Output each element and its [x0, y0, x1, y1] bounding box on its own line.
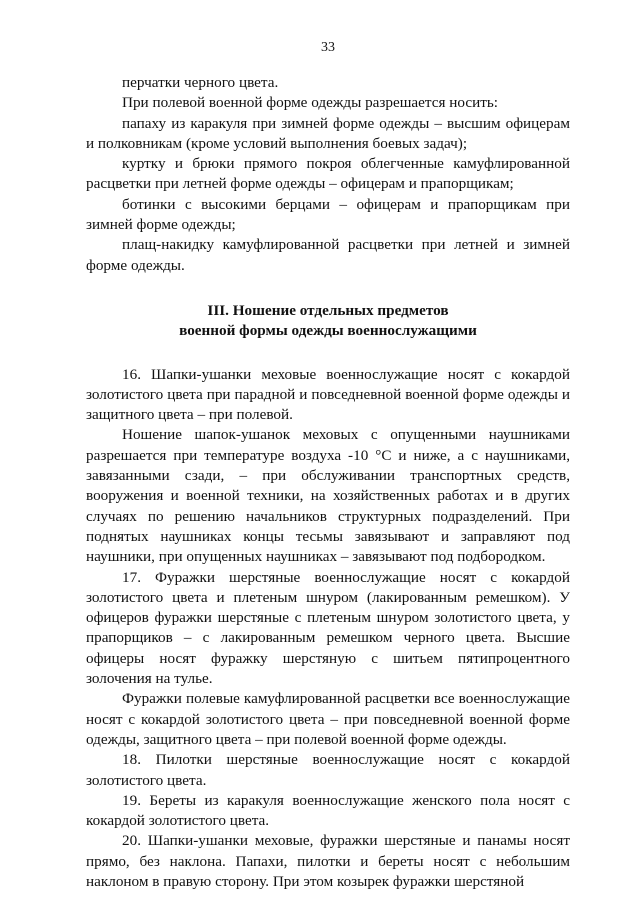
paragraph-jacket-trousers: куртку и брюки прямого покроя облегченные камуфлированной расцветки при летней форме одежды – офицерам и прапорщикам; — [86, 155, 570, 193]
paragraph-gloves: перчатки черного цвета. — [122, 74, 279, 91]
paragraph-item-20: 20. Шапки-ушанки меховые, фуражки шерстяные и панамы носят прямо, без наклона. Папахи, пилотки и береты носят с небольшим наклоном в правую сторону. При этом козырек фуражки шерстяной — [86, 832, 570, 890]
paragraph-boots: ботинки с высокими берцами – офицерам и прапорщикам при зимней форме одежды; — [86, 195, 570, 234]
paragraph-item-17: 17. Фуражки шерстяные военнослужащие носят с кокардой золотистого цвета и плетеным шнуром (лакированным ремешком). У офицеров фуражки шерстяные с плетеным шнуром золотистого цвета, у прапорщиков – с лакированным ремешком черного цвета. Высшие офицеры носят фуражку шерстяную с шитьем пятипроцентного золочения на тулье. — [86, 568, 570, 688]
paragraph-papakha: папаху из каракуля при зимней форме одежды – высшим офицерам и полковникам (кроме условий выполнения боевых задач); — [86, 114, 570, 152]
paragraph-field-caps: Фуражки полевые камуфлированной расцветки все военнослужащие носят с кокардой золотистого цвета – при повседневной военной форме одежды, защитного цвета – при полевой военной форме одежды. — [86, 690, 570, 748]
paragraph-field-uniform-intro: При полевой военной форме одежды разрешается носить: — [122, 94, 499, 112]
paragraph-cape: плащ-накидку камуфлированной расцветки при летней и зимней форме одежды. — [86, 236, 570, 274]
paragraph-item-16: 16. Шапки-ушанки меховые военнослужащие носят с кокардой золотистого цвета при парадной и повседневной военной форме одежды и защитного цвета – при полевой. — [86, 365, 570, 424]
document-body — [86, 73, 570, 892]
section-heading-line-2: военной формы одежды военнослужащими — [179, 322, 477, 340]
paragraph-earflaps: Ношение шапок-ушанок меховых с опущенными наушниками разрешается при температуре воздуха -10 °С и ниже, а с наушниками, завязанными сзади, – при обслуживании транспортных средств, вооружения и военной техники, на хозяйственных работах и в других случаях по решению начальников структурных подразделений. При поднятых наушниках концы тесьмы завязывают и заправляют под наушники, при опущенных наушниках – завязывают под подбородком. — [86, 426, 570, 566]
paragraph-item-19: 19. Береты из каракуля военнослужащие женского пола носят с кокардой золотистого цвета. — [86, 791, 570, 830]
paragraph-item-18: 18. Пилотки шерстяные военнослужащие носят с кокардой золотистого цвета. — [86, 751, 570, 789]
section-heading — [86, 301, 570, 342]
page-number: 33 — [321, 40, 335, 55]
section-heading-line-1: III. Ношение отдельных предметов — [207, 301, 449, 319]
